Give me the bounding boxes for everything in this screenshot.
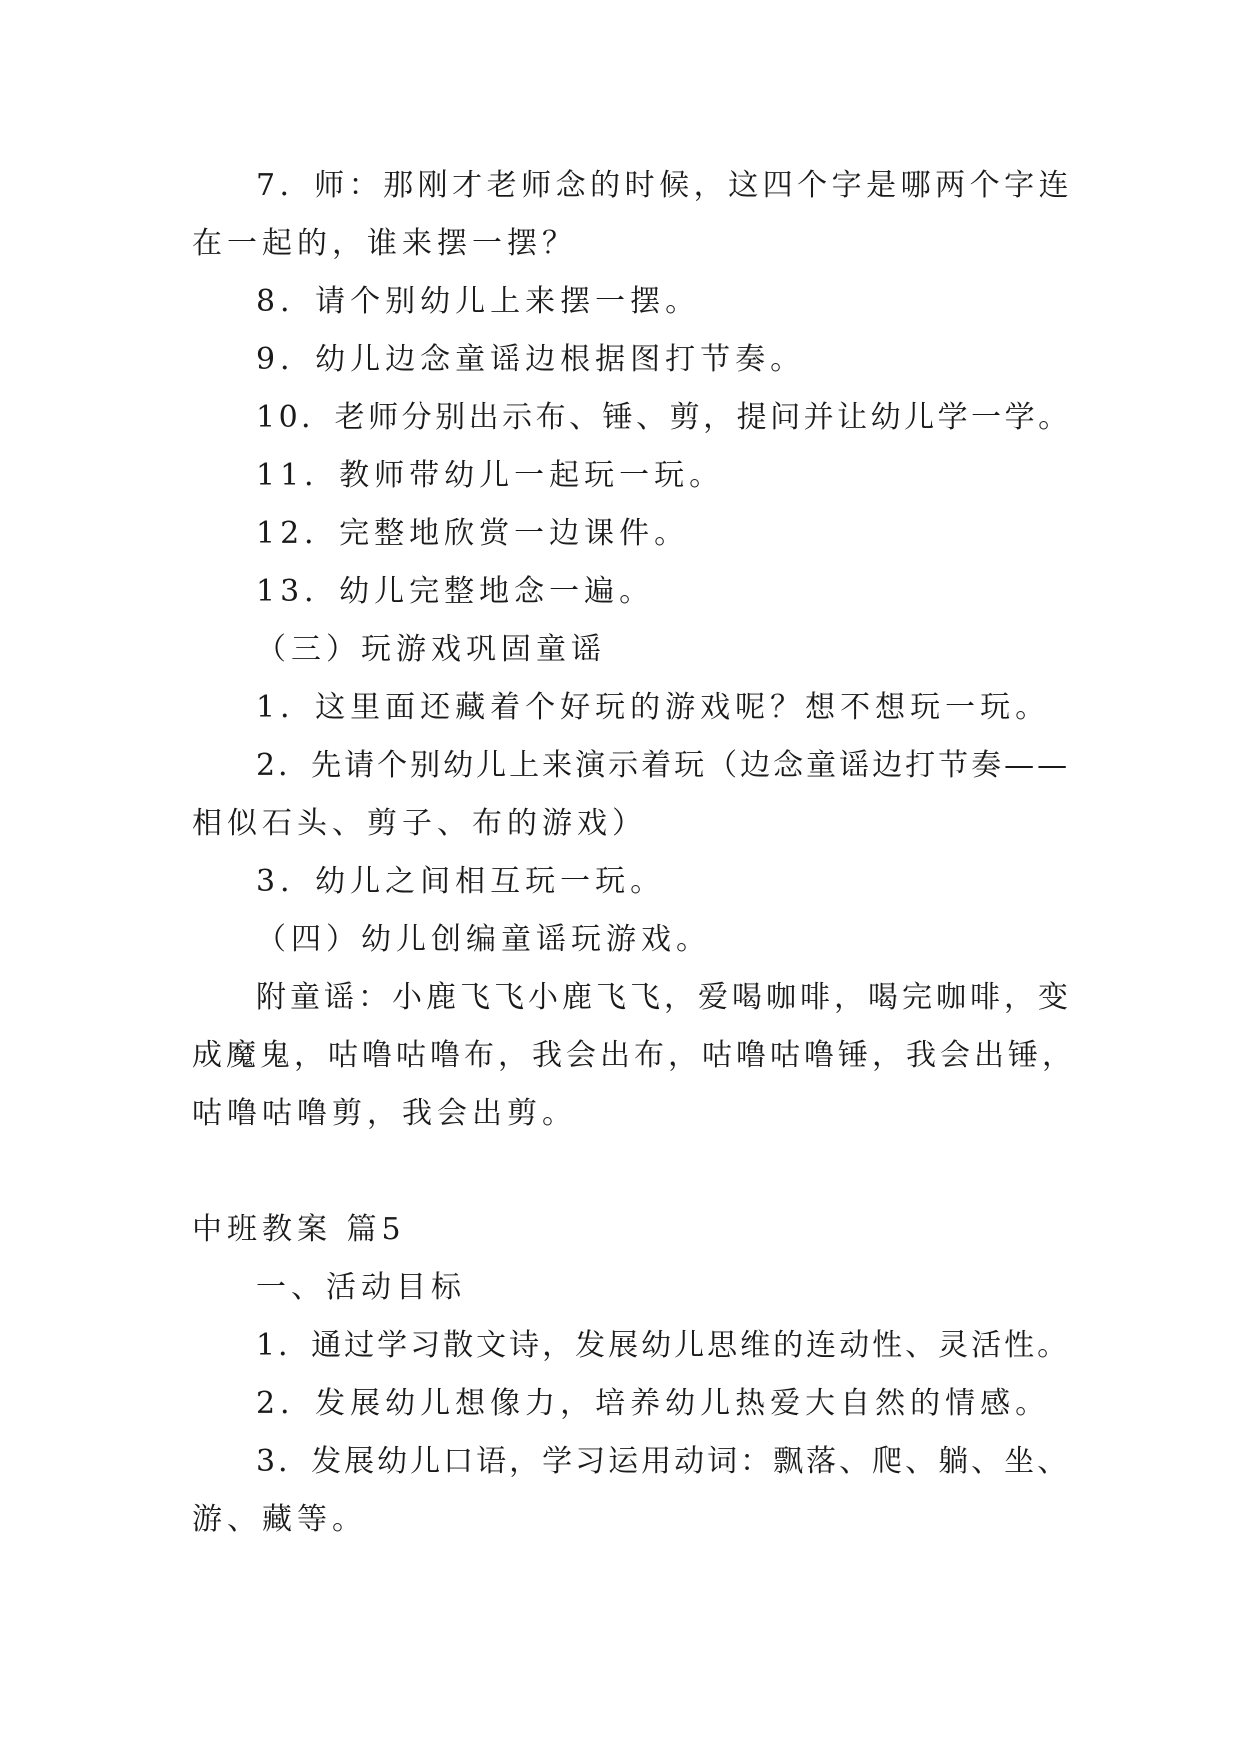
rhyme-line-1: 附童谣：小鹿飞飞小鹿飞飞，爱喝咖啡，喝完咖啡，变 — [256, 980, 1072, 1015]
lesson-plan-title: 中班教案 篇5 — [192, 1212, 406, 1247]
objective-3-line-1: 3．发展幼儿口语，学习运用动词：飘落、爬、躺、坐、 — [256, 1444, 1071, 1479]
step-7-line-1: 7．师：那刚才老师念的时候，这四个字是哪两个字连 — [256, 168, 1074, 203]
section-3-item-2-line-2: 相似石头、剪子、布的游戏） — [192, 806, 647, 841]
step-7-line-2: 在一起的，谁来摆一摆？ — [192, 226, 577, 261]
rhyme-line-3: 咕噜咕噜剪，我会出剪。 — [192, 1096, 577, 1131]
objective-3-line-2: 游、藏等。 — [192, 1502, 367, 1537]
section-3-heading: （三）玩游戏巩固童谣 — [256, 632, 606, 667]
step-8: 8．请个别幼儿上来摆一摆。 — [256, 284, 701, 319]
step-13: 13．幼儿完整地念一遍。 — [256, 574, 655, 609]
objectives-heading: 一、活动目标 — [256, 1270, 466, 1305]
step-9: 9．幼儿边念童谣边根据图打节奏。 — [256, 342, 806, 377]
section-4-heading: （四）幼儿创编童谣玩游戏。 — [256, 922, 711, 957]
section-3-item-1: 1．这里面还藏着个好玩的游戏呢？想不想玩一玩。 — [256, 690, 1051, 725]
section-3-item-2-line-1: 2．先请个别幼儿上来演示着玩（边念童谣边打节奏—— — [256, 748, 1071, 783]
step-12: 12．完整地欣赏一边课件。 — [256, 516, 690, 551]
section-3-item-3: 3．幼儿之间相互玩一玩。 — [256, 864, 666, 899]
step-10: 10．老师分别出示布、锤、剪，提问并让幼儿学一学。 — [256, 400, 1072, 435]
step-11: 11．教师带幼儿一起玩一玩。 — [256, 458, 725, 493]
objective-2: 2．发展幼儿想像力，培养幼儿热爱大自然的情感。 — [256, 1386, 1051, 1421]
objective-1: 1．通过学习散文诗，发展幼儿思维的连动性、灵活性。 — [256, 1328, 1071, 1363]
rhyme-line-2: 成魔鬼，咕噜咕噜布，我会出布，咕噜咕噜锤，我会出锤， — [192, 1038, 1076, 1073]
